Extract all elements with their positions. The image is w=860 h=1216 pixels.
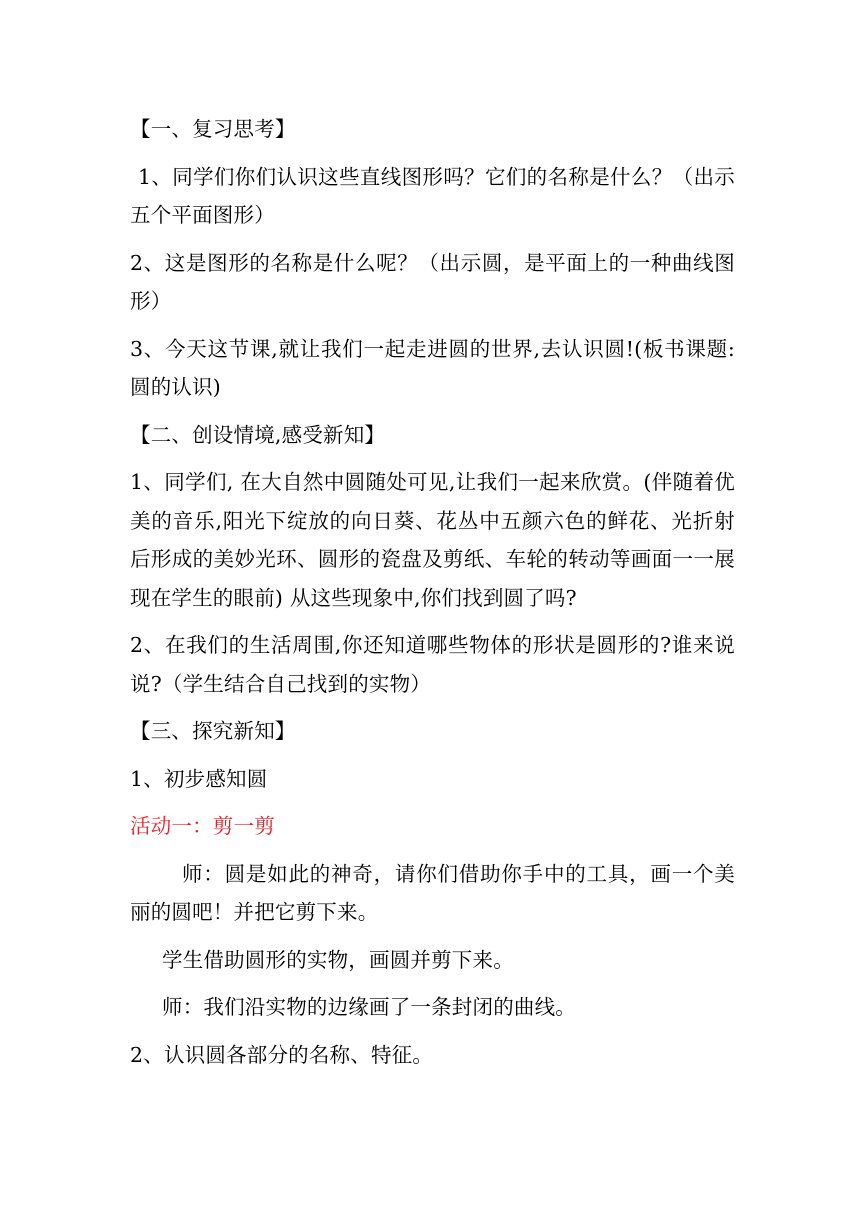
paragraph-teacher-instruction: 师：圆是如此的神奇，请你们借助你手中的工具，画一个美丽的圆吧！并把它剪下来。 — [130, 861, 735, 924]
paragraph-review-1: 1、同学们你们认识这些直线图形吗？它们的名称是什么？（出示五个平面图形） — [130, 164, 735, 227]
activity-cut-title: 活动一：剪一剪 — [130, 814, 275, 838]
section-heading-scenario: 【二、创设情境,感受新知】 — [130, 422, 386, 447]
section-heading-review: 【一、复习思考】 — [130, 117, 296, 141]
subheading-perceive-circle: 1、初步感知圆 — [130, 766, 268, 791]
paragraph-review-3: 3、今天这节课,就让我们一起走进圆的世界,去认识圆!(板书课题:圆的认识) — [130, 336, 735, 399]
paragraph-student-activity: 学生借助圆形的实物，画圆并剪下来。 — [162, 947, 514, 972]
paragraph-scenario-2: 2、在我们的生活周围,你还知道哪些物体的形状是圆形的?谁来说说?（学生结合自己找到的实物） — [130, 633, 735, 696]
paragraph-review-2: 2、这是图形的名称是什么呢？（出示圆，是平面上的一种曲线图形） — [130, 250, 735, 313]
subheading-circle-parts: 2、认识圆各部分的名称、特征。 — [130, 1042, 434, 1067]
document-body — [130, 110, 735, 1083]
paragraph-scenario-1: 1、同学们, 在大自然中圆随处可见,让我们一起来欣赏。(伴随着优美的音乐,阳光下绽放的向日葵、花丛中五颜六色的鲜花、光折射后形成的美妙光环、圆形的瓷盘及剪纸、车轮的转动等画面一一展现在学生的眼前) 从这些现象中,你们找到圆了吗? — [130, 470, 735, 610]
paragraph-teacher-summary: 师：我们沿实物的边缘画了一条封闭的曲线。 — [162, 995, 576, 1019]
section-heading-explore: 【三、探究新知】 — [130, 719, 296, 743]
